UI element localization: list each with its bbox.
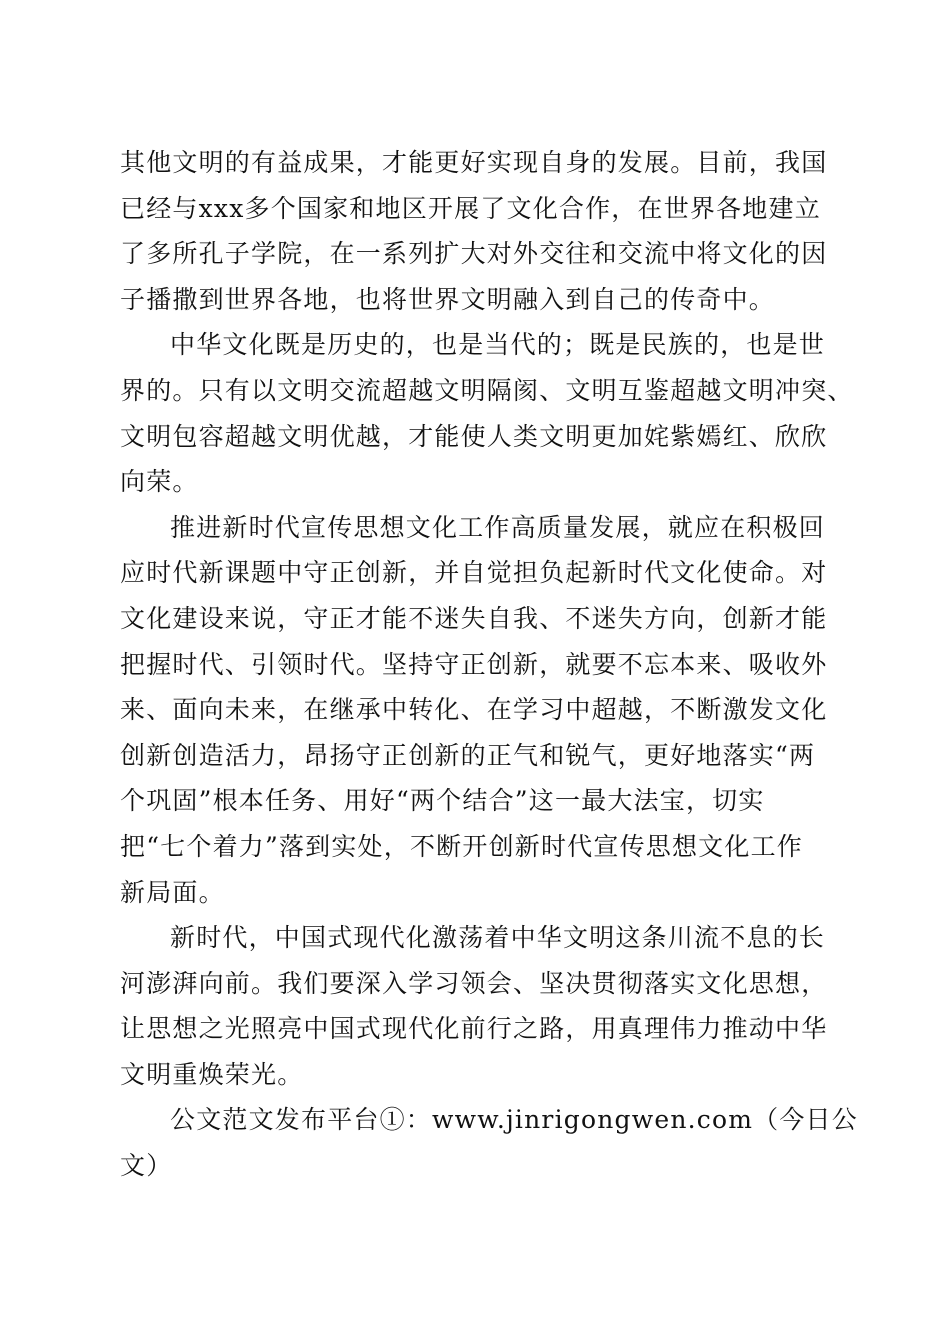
text-line: 来、面向未来，在继承中转化、在学习中超越，不断激发文化 (120, 695, 828, 725)
paragraph-start-line: 推进新时代宣传思想文化工作高质量发展，就应在积极回 (170, 512, 826, 542)
source-line-end: 文） (120, 1151, 173, 1181)
text-line: 个巩固”根本任务、用好“两个结合”这一最大法宝，切实 (120, 786, 765, 816)
document-body (120, 140, 858, 1189)
text-line: 向荣。 (120, 467, 199, 497)
text-line: 其他文明的有益成果，才能更好实现自身的发展。目前，我国 (120, 148, 828, 177)
text-line: 文明重焕荣光。 (120, 1059, 304, 1089)
text-line: 了多所孔子学院，在一系列扩大对外交往和交流中将文化的因 (120, 239, 828, 269)
paragraph-start-line: 新时代，中国式现代化激荡着中华文明这条川流不息的长 (170, 923, 826, 953)
text-line: 让思想之光照亮中国式现代化前行之路，用真理伟力推动中华 (120, 1014, 828, 1044)
text-line: 界的。只有以文明交流超越文明隔阂、文明互鉴超越文明冲突、 (120, 375, 854, 405)
text-line: 子播撒到世界各地，也将世界文明融入到自己的传奇中。 (120, 284, 776, 314)
text-line: 把握时代、引领时代。坚持守正创新，就要不忘本来、吸收外 (120, 649, 828, 679)
text-line: 文明包容超越文明优越，才能使人类文明更加姹紫嫣红、欣欣 (120, 421, 828, 451)
text-line: 把“七个着力”落到实处，不断开创新时代宣传思想文化工作 (120, 831, 803, 861)
text-line: 河澎湃向前。我们要深入学习领会、坚决贯彻落实文化思想， (120, 968, 828, 998)
text-line: 创新创造活力，昂扬守正创新的正气和锐气，更好地落实“两 (120, 740, 816, 770)
text-line: 已经与xxx多个国家和地区开展了文化合作，在世界各地建立 (120, 193, 821, 223)
paragraph-start-line: 中华文化既是历史的，也是当代的；既是民族的，也是世 (170, 330, 826, 360)
source-line: 公文范文发布平台①：www.jinrigongwen.com（今日公 (170, 1105, 858, 1135)
text-line: 应时代新课题中守正创新，并自觉担负起新时代文化使命。对 (120, 558, 828, 588)
text-line: 新局面。 (120, 877, 225, 907)
text-line: 文化建设来说，守正才能不迷失自我、不迷失方向，创新才能 (120, 603, 828, 633)
